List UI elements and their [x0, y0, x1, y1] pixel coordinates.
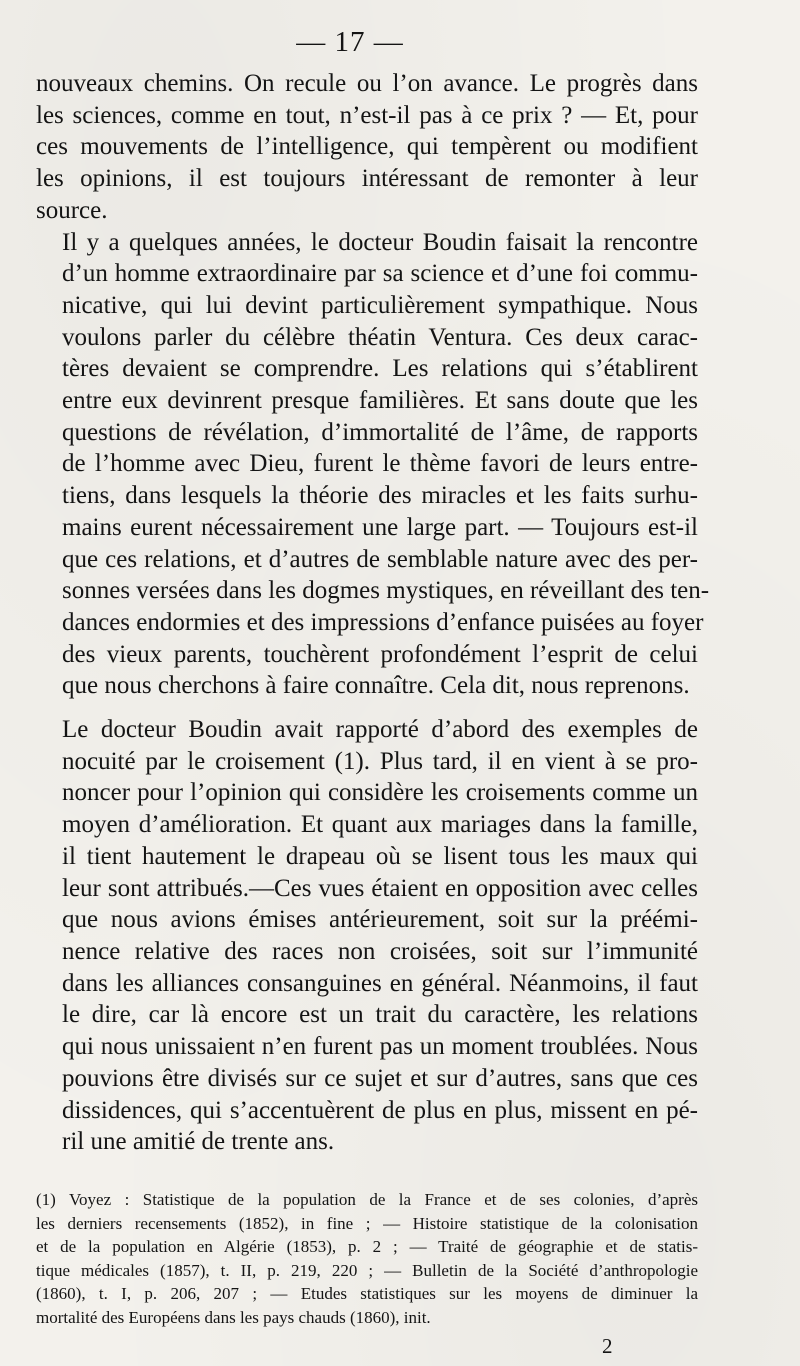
- text-line: ces mouvements de l’intelligence, qui tempèrent ou modifient: [36, 133, 698, 161]
- footnote-line: mortalité des Européens dans les pays chauds (1860), init.: [36, 1307, 431, 1327]
- page-number: — 17 —: [296, 26, 404, 58]
- footnote-line: et de la population en Algérie (1853), p. 2 ; — Traité de géographie et de statis-: [36, 1237, 698, 1256]
- main-text: [36, 68, 710, 1158]
- text-line: d’un homme extraordinaire par sa science et d’une foi commu-: [62, 260, 698, 288]
- text-line: que nous avions émises antérieurement, soit sur la préémi-: [62, 906, 698, 934]
- text-line: sonnes versées dans les dogmes mystiques, en réveillant des ten-: [62, 577, 710, 605]
- text-line: dans les alliances consanguines en général. Néanmoins, il faut: [62, 969, 698, 997]
- text-line: mains eurent nécessairement une large part. — Toujours est-il: [62, 513, 698, 541]
- text-line: tères devaient se comprendre. Les relations qui s’établirent: [62, 355, 698, 383]
- text-line: dissidences, qui s’accentuèrent de plus en plus, missent en pé-: [62, 1096, 698, 1124]
- text-line: moyen d’amélioration. Et quant aux mariages dans la famille,: [62, 811, 698, 839]
- paragraph-2: [36, 227, 710, 703]
- footnote-line: (1) Voyez : Statistique de la population de la France et de ses colonies, d’après: [36, 1190, 698, 1209]
- text-line: pouvions être divisés sur ce sujet et sur d’autres, sans que ces: [62, 1064, 698, 1092]
- footnote: [36, 1188, 698, 1329]
- text-line: Il y a quelques années, le docteur Boudin faisait la rencontre: [62, 228, 698, 256]
- text-line: voulons parler du célèbre théatin Ventura. Ces deux carac-: [62, 323, 698, 351]
- text-line: nocuité par le croisement (1). Plus tard, il en vient à se pro-: [62, 747, 698, 775]
- text-line: les opinions, il est toujours intéressant de remonter à leur: [36, 165, 698, 193]
- text-line: entre eux devinrent presque familières. Et sans doute que les: [62, 387, 698, 415]
- text-line: noncer pour l’opinion qui considère les croisements comme un: [62, 779, 698, 807]
- text-line: Le docteur Boudin avait rapporté d’abord des exemples de: [62, 716, 698, 744]
- paragraph-3: [36, 714, 698, 1158]
- text-line: que nous cherchons à faire connaître. Cela dit, nous reprenons.: [62, 672, 690, 700]
- text-line: nence relative des races non croisées, soit sur l’immunité: [62, 937, 698, 965]
- text-line: tiens, dans lesquels la théorie des miracles et les faits surhu-: [62, 482, 698, 510]
- text-line: leur sont attribués.—Ces vues étaient en opposition avec celles: [62, 874, 698, 902]
- text-line: nouveaux chemins. On recule ou l’on avance. Le progrès dans: [36, 70, 698, 97]
- text-line: questions de révélation, d’immortalité de l’âme, de rapports: [62, 418, 698, 446]
- paragraph-1: [36, 68, 698, 227]
- text-line: de l’homme avec Dieu, furent le thème favori de leurs entre-: [62, 450, 698, 478]
- text-line: ril une amitié de trente ans.: [62, 1128, 335, 1156]
- footnote-line: les derniers recensements (1852), in fine ; — Histoire statistique de la colonisation: [36, 1213, 698, 1233]
- text-line: les sciences, comme en tout, n’est-il pas à ce prix ? — Et, pour: [36, 101, 698, 129]
- signature-mark: 2: [602, 1334, 613, 1358]
- text-line: il tient hautement le drapeau où se lisent tous les maux qui: [62, 842, 698, 870]
- footnote-line: tique médicales (1857), t. II, p. 219, 220 ; — Bulletin de la Société d’anthropologie: [36, 1260, 698, 1280]
- footnote-line: (1860), t. I, p. 206, 207 ; — Etudes statistiques sur les moyens de diminuer la: [36, 1284, 698, 1303]
- text-line: source.: [36, 196, 108, 224]
- text-line: qui nous unissaient n’en furent pas un moment troublées. Nous: [62, 1033, 698, 1061]
- text-line: que ces relations, et d’autres de semblable nature avec des per-: [62, 545, 698, 573]
- text-line: nicative, qui lui devint particulièrement sympathique. Nous: [62, 291, 698, 319]
- text-line: le dire, car là encore est un trait du caractère, les relations: [62, 1001, 698, 1029]
- text-line: des vieux parents, touchèrent profondément l’esprit de celui: [62, 640, 698, 668]
- text-line: dances endormies et des impressions d’enfance puisées au foyer: [62, 608, 704, 636]
